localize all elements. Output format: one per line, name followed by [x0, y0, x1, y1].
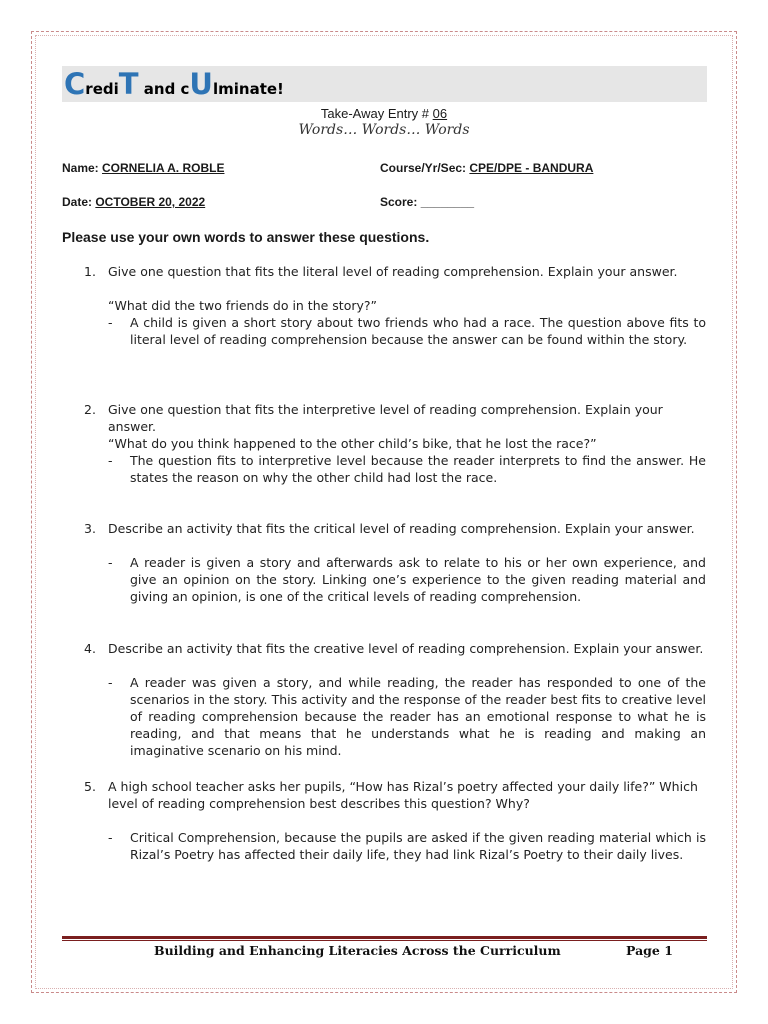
question-text: Give one question that fits the interpretive level of reading comprehension. Explain your answer. — [108, 402, 663, 434]
brand-text-1: redi — [85, 80, 119, 98]
entry-line — [0, 106, 768, 121]
question-number: 2. — [84, 402, 96, 417]
question-2 — [84, 401, 706, 435]
score-label: Score: — [380, 195, 421, 209]
brand-letter-t: T — [118, 67, 139, 101]
question-3 — [84, 520, 706, 537]
date-field — [62, 195, 205, 209]
date-label: Date: — [62, 195, 96, 209]
question-number: 4. — [84, 641, 96, 656]
answer-2 — [108, 452, 706, 486]
answer-3 — [108, 554, 706, 605]
course-field — [380, 161, 593, 175]
sample-question-1: “What did the two friends do in the story?” — [108, 298, 378, 313]
question-number: 1. — [84, 264, 96, 279]
answer-text: A reader was given a story, and while reading, the reader has responded to one of the scenarios in the story. This activity and the response of the reader best fits to creative level of reading comprehension because the reader has an emotional response to what he is reading, and that means that he understands what he is reading and making an imaginative scenario on his mind. — [130, 675, 706, 758]
bullet-dash: - — [108, 675, 113, 690]
instructions: Please use your own words to answer these questions. — [62, 229, 430, 245]
entry-label: Take-Away Entry # — [320, 106, 433, 121]
score-field — [380, 195, 474, 209]
question-text: A high school teacher asks her pupils, “How has Rizal’s poetry affected your daily life?” Which level of reading comprehension best describes this question? Why? — [108, 779, 698, 811]
brand-text-3: lminate! — [212, 80, 284, 98]
question-number: 3. — [84, 521, 96, 536]
answer-text: A child is given a short story about two friends who had a race. The question above fits to literal level of reading comprehension because the answer can be found within the story. — [130, 315, 706, 347]
question-number: 5. — [84, 779, 96, 794]
bullet-dash: - — [108, 315, 113, 330]
subtitle: Words… Words… Words — [298, 122, 470, 138]
score-value: ________ — [420, 195, 475, 209]
bullet-dash: - — [108, 830, 113, 845]
answer-4 — [108, 674, 706, 759]
brand-title — [64, 67, 284, 101]
question-1 — [84, 263, 706, 280]
brand-letter-u: U — [189, 67, 213, 101]
question-text: Describe an activity that fits the creative level of reading comprehension. Explain your answer. — [108, 641, 704, 656]
entry-number: 06 — [432, 106, 448, 121]
date-value: OCTOBER 20, 2022 — [95, 195, 206, 209]
bullet-dash: - — [108, 453, 113, 468]
answer-1 — [108, 314, 706, 348]
footer-page-number: Page 1 — [626, 943, 673, 958]
question-5 — [84, 778, 706, 812]
course-label: Course/Yr/Sec: — [380, 161, 470, 175]
question-text: Give one question that fits the literal level of reading comprehension. Explain your answer. — [108, 264, 678, 279]
brand-text-2: and c — [138, 80, 190, 98]
name-field — [62, 161, 224, 175]
course-value: CPE/DPE - BANDURA — [469, 161, 594, 175]
name-label: Name: — [62, 161, 103, 175]
answer-text: The question fits to interpretive level because the reader interprets to find the answer. He states the reason on why the other child had lost the race. — [130, 453, 706, 485]
answer-text: A reader is given a story and afterwards ask to relate to his or her own experience, and give an opinion on the story. Linking one’s experience to the given reading material and giving an opinion, is one of the critical levels of reading comprehension. — [130, 555, 706, 604]
answer-5 — [108, 829, 706, 863]
answer-text: Critical Comprehension, because the pupils are asked if the given reading material which is Rizal’s Poetry has affected their daily life, they had link Rizal’s Poetry to their daily lives. — [130, 830, 706, 862]
name-value: CORNELIA A. ROBLE — [102, 161, 225, 175]
question-text: Describe an activity that fits the critical level of reading comprehension. Explain your answer. — [108, 521, 695, 536]
question-4 — [84, 640, 706, 657]
sample-question-2: “What do you think happened to the other child’s bike, that he lost the race?” — [108, 436, 597, 451]
footer-rule — [62, 936, 707, 939]
brand-letter-c: C — [64, 67, 86, 101]
footer-course-title: Building and Enhancing Literacies Across the Curriculum — [154, 943, 561, 958]
bullet-dash: - — [108, 555, 113, 570]
